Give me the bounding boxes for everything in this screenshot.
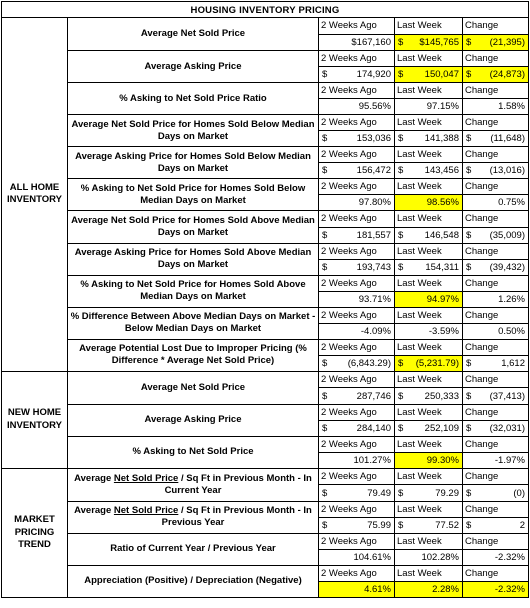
- value-cell: [395, 51, 463, 82]
- column-header: Last Week: [395, 276, 462, 292]
- row-label: Ratio of Current Year / Previous Year: [68, 534, 319, 565]
- row-label: Average Net Sold Price for Homes Sold Above Median Days on Market: [68, 211, 319, 242]
- value-cell: [395, 437, 463, 468]
- amount: 284,140: [356, 422, 391, 434]
- row-label: Average Asking Price for Homes Sold Above Median Days on Market: [68, 244, 319, 275]
- group-name: ALL HOME INVENTORY: [2, 18, 68, 371]
- cell-value: [395, 67, 462, 82]
- amount: 146,548: [424, 229, 459, 241]
- column-header: Change: [463, 372, 528, 389]
- table-row: [68, 210, 528, 242]
- cell-value: 93.71%: [358, 293, 391, 305]
- cell-value: 2.28%: [395, 582, 462, 597]
- column-header: Last Week: [395, 534, 462, 550]
- column-header: Change: [463, 244, 528, 260]
- amount: (13,016): [489, 165, 525, 177]
- row-label: % Asking to Net Sold Price: [68, 437, 319, 468]
- table-row: [68, 82, 528, 114]
- cell-value: $167,160: [351, 36, 391, 48]
- cell-value: [463, 228, 528, 243]
- cell-value: 99.30%: [395, 453, 462, 468]
- amount: 174,920: [356, 69, 391, 81]
- cell-value: [395, 260, 462, 275]
- value-cell: [395, 18, 463, 50]
- column-header: Change: [463, 405, 528, 421]
- cell-value: -2.32%: [494, 551, 525, 563]
- value-cell: [395, 211, 463, 242]
- currency-symbol: $: [398, 519, 404, 531]
- cell-value: [395, 35, 462, 51]
- row-label: % Difference Between Above Median Days on Market - Below Median Days on Market: [68, 308, 319, 339]
- table-row: [68, 178, 528, 210]
- value-cell: [319, 244, 395, 275]
- group-rows: [68, 372, 528, 468]
- column-header: Change: [463, 147, 528, 163]
- currency-symbol: $: [466, 422, 472, 434]
- column-header: 2 Weeks Ago: [319, 115, 394, 131]
- currency-symbol: $: [322, 165, 328, 177]
- amount: 287,746: [356, 390, 391, 402]
- cell-value: [395, 485, 462, 501]
- table-row: [68, 146, 528, 178]
- amount: 2: [519, 519, 525, 531]
- cell-value: [395, 163, 462, 178]
- amount: 193,743: [356, 261, 391, 273]
- row-label: Average Asking Price for Homes Sold Below Median Days on Market: [68, 147, 319, 178]
- value-cell: [319, 502, 395, 533]
- currency-symbol: $: [322, 390, 328, 402]
- amount: 150,047: [424, 69, 459, 81]
- column-header: Last Week: [395, 340, 462, 356]
- currency-symbol: $: [322, 229, 328, 241]
- currency-symbol: $: [466, 36, 472, 48]
- column-header: Last Week: [395, 244, 462, 260]
- table-body: [1, 18, 529, 598]
- column-header: Change: [463, 502, 528, 518]
- amount: 156,472: [356, 165, 391, 177]
- cell-value: [463, 163, 528, 178]
- value-cell: [319, 276, 395, 307]
- currency-symbol: $: [322, 133, 328, 145]
- currency-symbol: $: [398, 36, 404, 48]
- table-row: [68, 307, 528, 339]
- table-row: [68, 533, 528, 565]
- column-header: Last Week: [395, 502, 462, 518]
- currency-symbol: $: [466, 229, 472, 241]
- cell-value: 97.80%: [358, 197, 391, 209]
- cell-value: [319, 388, 394, 404]
- column-header: 2 Weeks Ago: [319, 437, 394, 453]
- column-header: 2 Weeks Ago: [319, 308, 394, 324]
- cell-value: 1.26%: [498, 293, 525, 305]
- value-cell: [395, 244, 463, 275]
- value-cell: [463, 308, 528, 339]
- value-cell: [319, 179, 395, 210]
- cell-value: -3.59%: [428, 325, 459, 337]
- amount: 1,612: [501, 357, 525, 369]
- column-header: Last Week: [395, 437, 462, 453]
- column-header: 2 Weeks Ago: [319, 147, 394, 163]
- column-header: 2 Weeks Ago: [319, 469, 394, 486]
- cell-value: 1.58%: [498, 101, 525, 113]
- amount: 79.49: [367, 487, 391, 499]
- cell-value: [395, 421, 462, 436]
- table-row: [68, 565, 528, 597]
- value-cell: [463, 244, 528, 275]
- value-cell: [319, 51, 395, 82]
- table-row: [68, 50, 528, 82]
- value-cell: [319, 115, 395, 146]
- cell-value: [463, 518, 528, 533]
- cell-value: [319, 485, 394, 501]
- row-label: % Asking to Net Sold Price Ratio: [68, 83, 319, 114]
- value-cell: [463, 18, 528, 50]
- amount: 250,333: [424, 390, 459, 402]
- cell-value: [463, 485, 528, 501]
- cell-value: 102.28%: [421, 551, 459, 563]
- table-row: [68, 404, 528, 436]
- cell-value: [319, 421, 394, 436]
- cell-value: [395, 518, 462, 533]
- cell-value: [319, 131, 394, 146]
- value-cell: [463, 469, 528, 501]
- currency-symbol: $: [398, 487, 404, 499]
- value-cell: [463, 83, 528, 114]
- value-cell: [395, 502, 463, 533]
- amount: (5,231.79): [415, 357, 459, 369]
- table-row: [68, 114, 528, 146]
- value-cell: [395, 115, 463, 146]
- currency-symbol: $: [466, 357, 472, 369]
- currency-symbol: $: [466, 390, 472, 402]
- column-header: 2 Weeks Ago: [319, 340, 394, 356]
- cell-value: [319, 228, 394, 243]
- row-label: Average Net Sold Price: [68, 372, 319, 404]
- column-header: 2 Weeks Ago: [319, 372, 394, 389]
- cell-value: [319, 163, 394, 178]
- column-header: 2 Weeks Ago: [319, 51, 394, 67]
- currency-symbol: $: [466, 69, 472, 81]
- cell-value: [319, 67, 394, 82]
- value-cell: [463, 179, 528, 210]
- value-cell: [319, 469, 395, 501]
- row-label: Average Net Sold Price: [68, 18, 319, 50]
- value-cell: [395, 147, 463, 178]
- value-cell: [395, 340, 463, 371]
- cell-value: [395, 228, 462, 243]
- column-header: 2 Weeks Ago: [319, 179, 394, 195]
- cell-value: 101.27%: [353, 454, 391, 466]
- value-cell: [395, 469, 463, 501]
- value-cell: [395, 308, 463, 339]
- group-rows: [68, 469, 528, 597]
- cell-value: [463, 35, 528, 51]
- row-label: [68, 502, 319, 533]
- group-name: NEW HOME INVENTORY: [2, 372, 68, 468]
- cell-value: 97.15%: [426, 101, 459, 113]
- currency-symbol: $: [322, 422, 328, 434]
- amount: 77.52: [435, 519, 459, 531]
- value-cell: [319, 83, 395, 114]
- cell-value: [395, 131, 462, 146]
- value-cell: [319, 18, 395, 50]
- value-cell: [395, 179, 463, 210]
- currency-symbol: $: [322, 519, 328, 531]
- cell-value: [463, 356, 528, 371]
- table-row: [68, 275, 528, 307]
- currency-symbol: $: [398, 261, 404, 273]
- cell-value: 95.56%: [358, 101, 391, 113]
- column-header: Change: [463, 308, 528, 324]
- cell-value: [463, 67, 528, 82]
- underlined-term: Net Sold Price: [113, 472, 179, 484]
- column-header: Change: [463, 276, 528, 292]
- group-rows: [68, 18, 528, 371]
- amount: 75.99: [367, 519, 391, 531]
- cell-value: [319, 260, 394, 275]
- table-row: [68, 436, 528, 468]
- column-header: 2 Weeks Ago: [319, 566, 394, 582]
- cell-value: [319, 356, 394, 371]
- cell-value: 4.61%: [319, 582, 394, 597]
- column-header: Change: [463, 469, 528, 486]
- column-header: Last Week: [395, 211, 462, 227]
- column-header: Change: [463, 18, 528, 35]
- amount: (11,648): [490, 133, 525, 145]
- group-name: MARKET PRICING TREND: [2, 469, 68, 597]
- table-row: [68, 18, 528, 50]
- table-row: [68, 469, 528, 501]
- row-label: Average Asking Price: [68, 51, 319, 82]
- column-header: Last Week: [395, 51, 462, 67]
- cell-value: [319, 518, 394, 533]
- row-label: Appreciation (Positive) / Depreciation (Negative): [68, 566, 319, 597]
- value-cell: [395, 276, 463, 307]
- currency-symbol: $: [466, 519, 472, 531]
- column-header: 2 Weeks Ago: [319, 83, 394, 99]
- amount: 153,036: [356, 133, 391, 145]
- column-header: 2 Weeks Ago: [319, 276, 394, 292]
- currency-symbol: $: [398, 422, 404, 434]
- currency-symbol: $: [322, 487, 328, 499]
- group-1: [1, 372, 529, 469]
- amount: 79.29: [435, 487, 459, 499]
- cell-value: 0.50%: [498, 325, 525, 337]
- cell-value: -2.32%: [463, 582, 528, 597]
- value-cell: [463, 211, 528, 242]
- column-header: Last Week: [395, 566, 462, 582]
- amount: 181,557: [356, 229, 391, 241]
- value-cell: [395, 83, 463, 114]
- currency-symbol: $: [398, 133, 404, 145]
- column-header: 2 Weeks Ago: [319, 211, 394, 227]
- column-header: Last Week: [395, 405, 462, 421]
- column-header: Change: [463, 83, 528, 99]
- amount: 154,311: [425, 261, 459, 273]
- currency-symbol: $: [322, 357, 328, 369]
- amount: (37,413): [489, 390, 525, 402]
- value-cell: [319, 147, 395, 178]
- amount: (6,843.29): [347, 357, 391, 369]
- value-cell: [395, 566, 463, 597]
- column-header: Change: [463, 566, 528, 582]
- column-header: Last Week: [395, 115, 462, 131]
- table-row: [68, 243, 528, 275]
- column-header: Change: [463, 534, 528, 550]
- value-cell: [319, 534, 395, 565]
- column-header: Last Week: [395, 469, 462, 486]
- amount: $145,765: [419, 36, 459, 48]
- column-header: Last Week: [395, 179, 462, 195]
- amount: 252,109: [424, 422, 459, 434]
- value-cell: [463, 502, 528, 533]
- currency-symbol: $: [398, 357, 404, 369]
- value-cell: [463, 51, 528, 82]
- column-header: Last Week: [395, 147, 462, 163]
- underlined-term: Net Sold Price: [113, 505, 179, 517]
- currency-symbol: $: [466, 165, 472, 177]
- column-header: Change: [463, 179, 528, 195]
- cell-value: [395, 388, 462, 404]
- cell-value: [463, 131, 528, 146]
- value-cell: [463, 147, 528, 178]
- value-cell: [319, 437, 395, 468]
- currency-symbol: $: [398, 229, 404, 241]
- column-header: 2 Weeks Ago: [319, 405, 394, 421]
- currency-symbol: $: [398, 390, 404, 402]
- column-header: Last Week: [395, 18, 462, 35]
- group-0: [1, 18, 529, 372]
- amount: 143,456: [424, 165, 459, 177]
- cell-value: [463, 421, 528, 436]
- value-cell: [319, 340, 395, 371]
- value-cell: [319, 372, 395, 404]
- column-header: Last Week: [395, 83, 462, 99]
- amount: (35,009): [489, 229, 525, 241]
- table-title: HOUSING INVENTORY PRICING: [1, 1, 529, 18]
- column-header: Last Week: [395, 372, 462, 389]
- value-cell: [395, 534, 463, 565]
- column-header: 2 Weeks Ago: [319, 244, 394, 260]
- value-cell: [395, 372, 463, 404]
- column-header: Change: [463, 51, 528, 67]
- value-cell: [463, 115, 528, 146]
- amount: (21,395): [489, 36, 525, 48]
- cell-value: [463, 260, 528, 275]
- cell-value: 94.97%: [395, 292, 462, 307]
- housing-inventory-table: [1, 1, 529, 598]
- cell-value: -1.97%: [494, 454, 525, 466]
- currency-symbol: $: [466, 261, 472, 273]
- amount: (0): [513, 487, 525, 499]
- currency-symbol: $: [322, 261, 328, 273]
- value-cell: [395, 405, 463, 436]
- table-row: [68, 339, 528, 371]
- currency-symbol: $: [398, 69, 404, 81]
- amount: (24,873): [489, 69, 525, 81]
- row-label-text: Average Net Sold Price / Sq Ft in Previous Month - In Current Year: [74, 472, 312, 496]
- amount: 141,388: [424, 133, 459, 145]
- cell-value: [395, 356, 462, 371]
- value-cell: [463, 405, 528, 436]
- cell-value: 104.61%: [353, 551, 391, 563]
- currency-symbol: $: [398, 165, 404, 177]
- value-cell: [463, 566, 528, 597]
- cell-value: 0.75%: [498, 197, 525, 209]
- currency-symbol: $: [322, 69, 328, 81]
- row-label: [68, 469, 319, 501]
- table-row: [68, 501, 528, 533]
- row-label: Average Asking Price: [68, 405, 319, 436]
- column-header: Change: [463, 211, 528, 227]
- column-header: 2 Weeks Ago: [319, 534, 394, 550]
- amount: (32,031): [489, 422, 525, 434]
- column-header: 2 Weeks Ago: [319, 18, 394, 35]
- currency-symbol: $: [466, 133, 472, 145]
- group-2: [1, 469, 529, 598]
- value-cell: [463, 340, 528, 371]
- table-row: [68, 372, 528, 404]
- value-cell: [319, 211, 395, 242]
- column-header: Change: [463, 437, 528, 453]
- row-label: Average Potential Lost Due to Improper Pricing (% Difference * Average Net Sold Price): [68, 340, 319, 371]
- cell-value: -4.09%: [360, 325, 391, 337]
- value-cell: [463, 437, 528, 468]
- value-cell: [463, 534, 528, 565]
- value-cell: [319, 308, 395, 339]
- column-header: Change: [463, 340, 528, 356]
- row-label: % Asking to Net Sold Price for Homes Sold Below Median Days on Market: [68, 179, 319, 210]
- value-cell: [463, 276, 528, 307]
- row-label: Average Net Sold Price for Homes Sold Below Median Days on Market: [68, 115, 319, 146]
- value-cell: [463, 372, 528, 404]
- currency-symbol: $: [466, 487, 472, 499]
- row-label-text: Average Net Sold Price / Sq Ft in Previous Month - In Previous Year: [74, 505, 312, 529]
- value-cell: [319, 566, 395, 597]
- column-header: Last Week: [395, 308, 462, 324]
- cell-value: 98.56%: [395, 195, 462, 210]
- column-header: 2 Weeks Ago: [319, 502, 394, 518]
- amount: (39,432): [489, 261, 525, 273]
- column-header: Change: [463, 115, 528, 131]
- cell-value: [463, 388, 528, 404]
- row-label: % Asking to Net Sold Price for Homes Sold Above Median Days on Market: [68, 276, 319, 307]
- value-cell: [319, 405, 395, 436]
